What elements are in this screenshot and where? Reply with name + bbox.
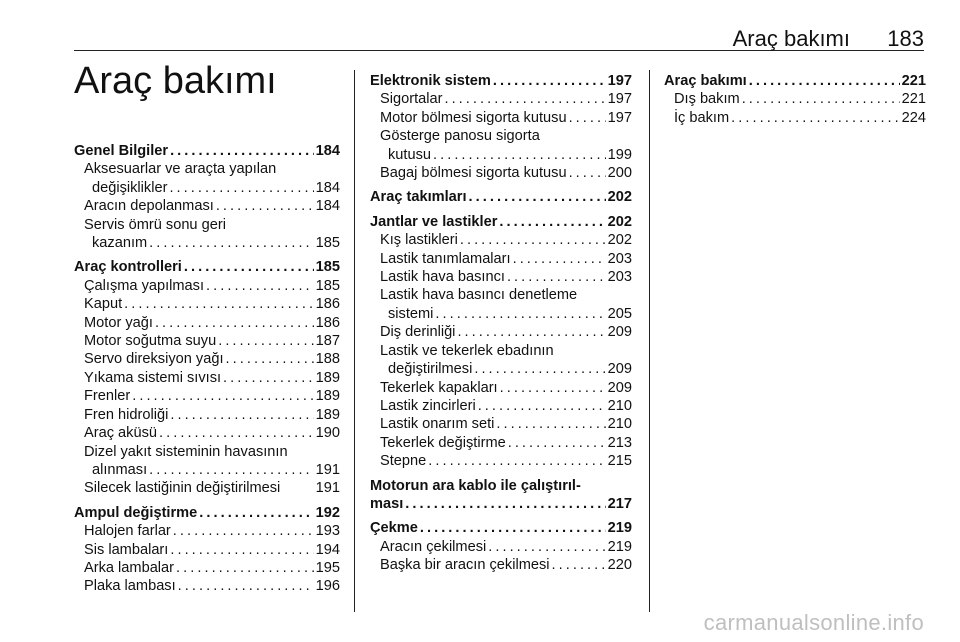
toc-page-number: 210 xyxy=(607,397,632,414)
toc-dot-leader xyxy=(500,379,606,397)
toc-entry-line[interactable]: Dizel yakıt sisteminin havasının xyxy=(84,443,288,460)
toc-dot-leader xyxy=(569,164,606,182)
toc-page-number: 184 xyxy=(315,198,340,215)
toc-entry[interactable] xyxy=(74,314,340,332)
toc-entry[interactable] xyxy=(74,479,340,497)
toc-section-heading[interactable] xyxy=(74,142,340,160)
toc-entry[interactable] xyxy=(74,541,340,559)
toc-entry-line[interactable]: Gösterge panosu sigorta xyxy=(380,128,540,145)
toc-entry-label: Tekerlek değiştirme xyxy=(380,434,506,451)
toc-page-number: 196 xyxy=(315,578,340,595)
toc-entry[interactable] xyxy=(370,305,632,323)
toc-page-number: 221 xyxy=(901,91,926,108)
toc-section xyxy=(74,142,340,252)
toc-dot-leader xyxy=(184,258,314,276)
toc-entry-label: Bagaj bölmesi sigorta kutusu xyxy=(380,165,567,182)
chapter-title: Araç bakımı xyxy=(74,60,277,102)
toc-entry-line[interactable]: Lastik hava basıncı denetleme xyxy=(380,287,578,304)
toc-page-number: 189 xyxy=(315,388,340,405)
toc-entry-label: Frenler xyxy=(84,388,131,405)
toc-page-number: 217 xyxy=(607,495,632,512)
toc-page-number: 185 xyxy=(315,235,340,252)
toc-dot-leader xyxy=(206,277,314,295)
toc-page-number: 197 xyxy=(607,73,632,89)
toc-page-number: 189 xyxy=(315,369,340,386)
toc-page-number: 199 xyxy=(607,146,632,163)
toc-entry-label: Sigortalar xyxy=(380,91,443,108)
toc-entry-label: Motor yağı xyxy=(84,314,153,331)
toc-entry-label: Elektronik sistem xyxy=(370,73,491,89)
toc-section xyxy=(370,519,632,574)
toc-dot-leader xyxy=(169,179,313,197)
toc-page-number: 192 xyxy=(315,504,340,521)
toc-entry[interactable] xyxy=(370,323,632,341)
toc-page-number: 205 xyxy=(607,305,632,322)
toc-dot-leader xyxy=(218,332,313,350)
toc-entry[interactable] xyxy=(370,164,632,182)
toc-entry-label: Araç aküsü xyxy=(84,425,158,442)
toc-entry[interactable] xyxy=(74,295,340,313)
toc-column-3 xyxy=(664,72,926,133)
toc-entry-label: Aracın depolanması xyxy=(84,198,214,215)
toc-page-number: 195 xyxy=(315,559,340,576)
toc-entry-label: sistemi xyxy=(388,305,434,322)
toc-entry[interactable] xyxy=(370,231,632,249)
running-title: Araç bakımı xyxy=(732,26,850,51)
toc-page-number: 213 xyxy=(607,434,632,451)
toc-dot-leader xyxy=(444,90,605,108)
toc-entry[interactable] xyxy=(370,90,632,108)
toc-entry[interactable] xyxy=(74,277,340,295)
toc-entry-label: Tekerlek kapakları xyxy=(380,379,498,396)
toc-page-number: 191 xyxy=(315,461,340,478)
toc-entry[interactable] xyxy=(74,197,340,215)
toc-dot-leader xyxy=(159,424,314,442)
toc-section xyxy=(74,504,340,596)
toc-entry-label: Lastik tanımlamaları xyxy=(380,250,511,267)
toc-entry[interactable] xyxy=(74,577,340,595)
toc-entry-label: Diş derinliği xyxy=(380,324,456,341)
toc-page-number: 188 xyxy=(315,351,340,368)
toc-dot-leader xyxy=(226,350,314,368)
toc-dot-leader xyxy=(173,522,314,540)
toc-dot-leader xyxy=(170,406,313,424)
toc-section-heading[interactable] xyxy=(74,258,340,276)
toc-section-heading[interactable] xyxy=(370,72,632,90)
toc-entry[interactable] xyxy=(74,350,340,368)
toc-page-number: 202 xyxy=(607,232,632,249)
toc-page-number: 193 xyxy=(315,523,340,540)
toc-entry-label: Plaka lambası xyxy=(84,578,176,595)
toc-entry[interactable] xyxy=(370,379,632,397)
toc-page-number: 200 xyxy=(607,165,632,182)
toc-dot-leader xyxy=(428,452,605,470)
toc-dot-leader xyxy=(731,109,899,127)
toc-dot-leader xyxy=(199,504,313,522)
toc-entry[interactable] xyxy=(74,522,340,540)
toc-entry[interactable] xyxy=(370,109,632,127)
toc-dot-leader xyxy=(132,387,313,405)
toc-section-heading[interactable] xyxy=(74,504,340,522)
toc-dot-leader xyxy=(216,197,314,215)
toc-entry[interactable] xyxy=(74,369,340,387)
toc-section xyxy=(370,477,632,514)
toc-entry-label: Kış lastikleri xyxy=(380,232,458,249)
toc-section xyxy=(370,72,632,182)
toc-page-number: 209 xyxy=(607,379,632,396)
toc-page-number: 185 xyxy=(315,259,340,276)
toc-entry[interactable] xyxy=(370,434,632,452)
toc-entry-label: Halojen farlar xyxy=(84,523,171,540)
toc-entry-label: İç bakım xyxy=(674,109,730,126)
toc-entry-label: değişiklikler xyxy=(92,179,168,196)
toc-dot-leader xyxy=(460,231,606,249)
toc-entry-label: Yıkama sistemi sıvısı xyxy=(84,369,222,386)
toc-dot-leader xyxy=(170,142,314,160)
toc-entry[interactable] xyxy=(370,146,632,164)
toc-entry-label: Genel Bilgiler xyxy=(74,143,169,159)
toc-entry[interactable] xyxy=(664,90,926,108)
toc-entry-line[interactable]: Lastik ve tekerlek ebadının xyxy=(380,342,554,359)
toc-dot-leader xyxy=(488,538,605,556)
toc-dot-leader xyxy=(496,415,605,433)
toc-entry-label: Jantlar ve lastikler xyxy=(370,213,498,230)
toc-page-number: 209 xyxy=(607,361,632,378)
toc-dot-leader xyxy=(433,146,606,164)
toc-page-number: 224 xyxy=(901,109,926,126)
toc-entry-label: Araç takımları xyxy=(370,189,467,206)
toc-page-number: 202 xyxy=(607,189,632,206)
toc-entry[interactable] xyxy=(370,415,632,433)
toc-entry[interactable] xyxy=(74,234,340,252)
toc-page-number: 203 xyxy=(607,269,632,286)
toc-entry-label: Sis lambaları xyxy=(84,541,169,558)
toc-entry-label: Arka lambalar xyxy=(84,559,175,576)
toc-section xyxy=(74,258,340,497)
toc-dot-leader xyxy=(405,495,605,513)
toc-entry-label: Araç kontrolleri xyxy=(74,259,182,276)
toc-dot-leader xyxy=(508,434,606,452)
toc-entry[interactable] xyxy=(74,387,340,405)
toc-dot-leader xyxy=(474,360,605,378)
toc-entry[interactable] xyxy=(74,559,340,577)
toc-column-2 xyxy=(370,72,632,581)
toc-section-heading[interactable] xyxy=(370,188,632,206)
toc-entry-label: Lastik hava basıncı xyxy=(380,269,505,286)
toc-dot-leader xyxy=(499,213,605,231)
toc-entry-label: kutusu xyxy=(388,146,431,163)
toc-entry-line[interactable]: Servis ömrü sonu geri xyxy=(84,216,226,233)
toc-page-number: 194 xyxy=(315,541,340,558)
toc-page-number: 190 xyxy=(315,425,340,442)
page-number: 183 xyxy=(887,26,924,51)
toc-entry-label: Başka bir aracın çekilmesi xyxy=(380,557,550,574)
toc-entry[interactable] xyxy=(74,406,340,424)
toc-dot-leader xyxy=(223,369,314,387)
toc-entry-label: Motor bölmesi sigorta kutusu xyxy=(380,109,567,126)
toc-dot-leader xyxy=(170,541,313,559)
toc-dot-leader xyxy=(507,268,606,286)
toc-dot-leader xyxy=(176,559,314,577)
column-divider-2 xyxy=(649,70,650,612)
toc-dot-leader xyxy=(435,305,605,323)
toc-section xyxy=(370,188,632,206)
toc-section-heading[interactable] xyxy=(664,72,926,90)
toc-entry[interactable] xyxy=(664,109,926,127)
toc-dot-leader xyxy=(149,234,313,252)
toc-entry-label: Aracın çekilmesi xyxy=(380,538,487,555)
toc-entry-label: Ampul değiştirme xyxy=(74,504,198,521)
toc-dot-leader xyxy=(742,90,900,108)
watermark: carmanualsonline.info xyxy=(703,610,924,635)
toc-entry-line[interactable]: Aksesuarlar ve araçta yapılan xyxy=(84,161,277,178)
toc-entry[interactable] xyxy=(370,268,632,286)
toc-entry-label: Çalışma yapılması xyxy=(84,277,205,294)
toc-dot-leader xyxy=(569,109,606,127)
toc-entry[interactable] xyxy=(74,424,340,442)
toc-entry[interactable] xyxy=(370,250,632,268)
toc-entry-label: değiştirilmesi xyxy=(388,361,473,378)
toc-dot-leader xyxy=(478,397,606,415)
toc-page-number: 197 xyxy=(607,109,632,126)
toc-entry[interactable] xyxy=(74,179,340,197)
toc-entry-label: Lastik onarım seti xyxy=(380,416,495,433)
toc-dot-leader xyxy=(124,295,314,313)
toc-entry-label: Servo direksiyon yağı xyxy=(84,351,224,368)
toc-entry[interactable] xyxy=(370,556,632,574)
toc-page-number: 219 xyxy=(607,538,632,555)
toc-dot-leader xyxy=(749,72,900,90)
toc-entry[interactable] xyxy=(370,397,632,415)
toc-dot-leader xyxy=(513,250,606,268)
toc-entry-label: Dış bakım xyxy=(674,91,740,108)
toc-column-1 xyxy=(74,142,340,602)
toc-dot-leader xyxy=(493,72,606,90)
toc-entry-label: Motor soğutma suyu xyxy=(84,333,217,350)
toc-entry-label: Lastik zincirleri xyxy=(380,397,476,414)
toc-page-number: 219 xyxy=(607,520,632,537)
toc-page-number: 202 xyxy=(607,213,632,230)
toc-entry-label: Çekme xyxy=(370,520,418,537)
toc-page-number: 191 xyxy=(315,480,340,497)
toc-page-number: 187 xyxy=(315,333,340,350)
toc-section xyxy=(664,72,926,127)
toc-entry-label: alınması xyxy=(92,461,148,478)
toc-section-heading[interactable] xyxy=(370,519,632,537)
toc-entry[interactable] xyxy=(370,360,632,378)
toc-dot-leader xyxy=(552,556,606,574)
toc-page-number: 189 xyxy=(315,406,340,423)
toc-section xyxy=(370,213,632,471)
toc-entry-label: Stepne xyxy=(380,453,427,470)
toc-page-number: 186 xyxy=(315,296,340,313)
toc-entry-label: Araç bakımı xyxy=(664,73,747,89)
toc-page-number: 184 xyxy=(315,179,340,196)
toc-dot-leader xyxy=(149,461,313,479)
toc-entry[interactable] xyxy=(370,452,632,470)
toc-page-number: 185 xyxy=(315,277,340,294)
toc-entry-label: ması xyxy=(370,495,404,512)
toc-entry[interactable] xyxy=(74,461,340,479)
toc-entry[interactable] xyxy=(370,538,632,556)
toc-entry-line[interactable]: Motorun ara kablo ile çalıştırıl- xyxy=(370,477,581,494)
toc-entry-label: Silecek lastiğinin değiştirilmesi xyxy=(84,480,281,497)
toc-section-heading[interactable] xyxy=(370,495,632,513)
toc-page-number: 221 xyxy=(901,73,926,89)
toc-page-number: 220 xyxy=(607,557,632,574)
toc-page-number: 209 xyxy=(607,324,632,341)
toc-page-number: 186 xyxy=(315,314,340,331)
toc-dot-leader xyxy=(457,323,605,341)
toc-entry-label: Fren hidroliği xyxy=(84,406,169,423)
toc-section-heading[interactable] xyxy=(370,213,632,231)
column-divider-1 xyxy=(354,70,355,612)
toc-page-number: 197 xyxy=(607,91,632,108)
toc-entry-label: Kaput xyxy=(84,296,123,313)
toc-dot-leader xyxy=(420,519,606,537)
toc-page-number: 203 xyxy=(607,250,632,267)
toc-page-number: 184 xyxy=(315,143,340,159)
toc-dot-leader xyxy=(178,577,314,595)
toc-page-number: 215 xyxy=(607,453,632,470)
toc-page-number: 210 xyxy=(607,416,632,433)
toc-entry-label: kazanım xyxy=(92,235,148,252)
toc-entry[interactable] xyxy=(74,332,340,350)
toc-dot-leader xyxy=(469,188,606,206)
toc-dot-leader xyxy=(155,314,314,332)
